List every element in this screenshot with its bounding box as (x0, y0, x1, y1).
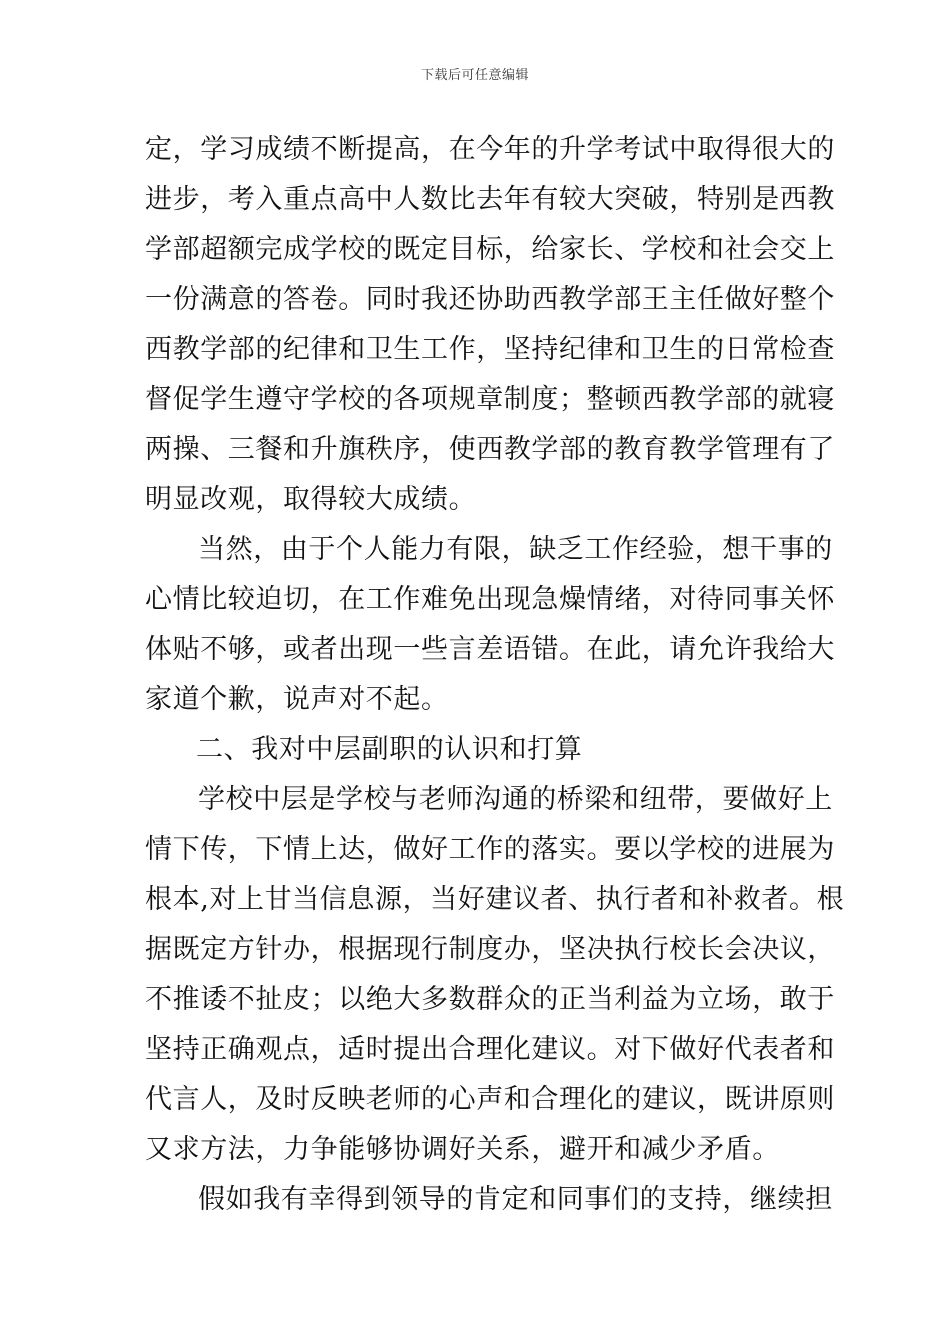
text-line: 又求方法，力争能够协调好关系，避开和减少矛盾。 (145, 1134, 780, 1165)
text-line: 不推诿不扯皮；以绝大多数群众的正当利益为立场，敢于 (145, 984, 835, 1015)
text-line: 体贴不够，或者出现一些言差语错。在此，请允许我给大 (145, 634, 835, 665)
text-line: 学部超额完成学校的既定目标，给家长、学校和社会交上 (145, 234, 835, 265)
text-line: 据既定方针办，根据现行制度办，坚决执行校长会决议， (145, 934, 835, 965)
text-line: 代言人，及时反映老师的心声和合理化的建议，既讲原则 (145, 1084, 835, 1115)
paragraph-first-line: 假如我有幸得到领导的肯定和同事们的支持，继续担 (198, 1184, 833, 1215)
text-line: 根本,对上甘当信息源，当好建议者、执行者和补救者。根 (145, 884, 845, 915)
text-line: 进步，考入重点高中人数比去年有较大突破，特别是西教 (145, 184, 835, 215)
paragraph-first-line: 学校中层是学校与老师沟通的桥梁和纽带，要做好上 (198, 784, 833, 815)
text-line: 情下传，下情上达，做好工作的落实。要以学校的进展为 (145, 834, 835, 865)
paragraph-first-line: 当然，由于个人能力有限，缺乏工作经验，想干事的 (198, 534, 833, 565)
text-line: 督促学生遵守学校的各项规章制度；整顿西教学部的就寝 (145, 384, 835, 415)
text-line: 心情比较迫切，在工作难免出现急燥情绪，对待同事关怀 (145, 584, 835, 615)
text-line: 两操、三餐和升旗秩序，使西教学部的教育教学管理有了 (145, 434, 835, 465)
page-header: 下载后可任意编辑 (420, 68, 529, 83)
text-line: 坚持正确观点，适时提出合理化建议。对下做好代表者和 (145, 1034, 835, 1065)
text-line: 一份满意的答卷。同时我还协助西教学部王主任做好整个 (145, 284, 835, 315)
text-line: 家道个歉，说声对不起。 (145, 684, 449, 715)
section-heading: 二、我对中层副职的认识和打算 (196, 734, 583, 765)
text-line: 西教学部的纪律和卫生工作，坚持纪律和卫生的日常检查 (145, 334, 835, 365)
text-line: 明显改观，取得较大成绩。 (145, 484, 477, 515)
text-line: 定，学习成绩不断提高，在今年的升学考试中取得很大的 (145, 134, 835, 165)
